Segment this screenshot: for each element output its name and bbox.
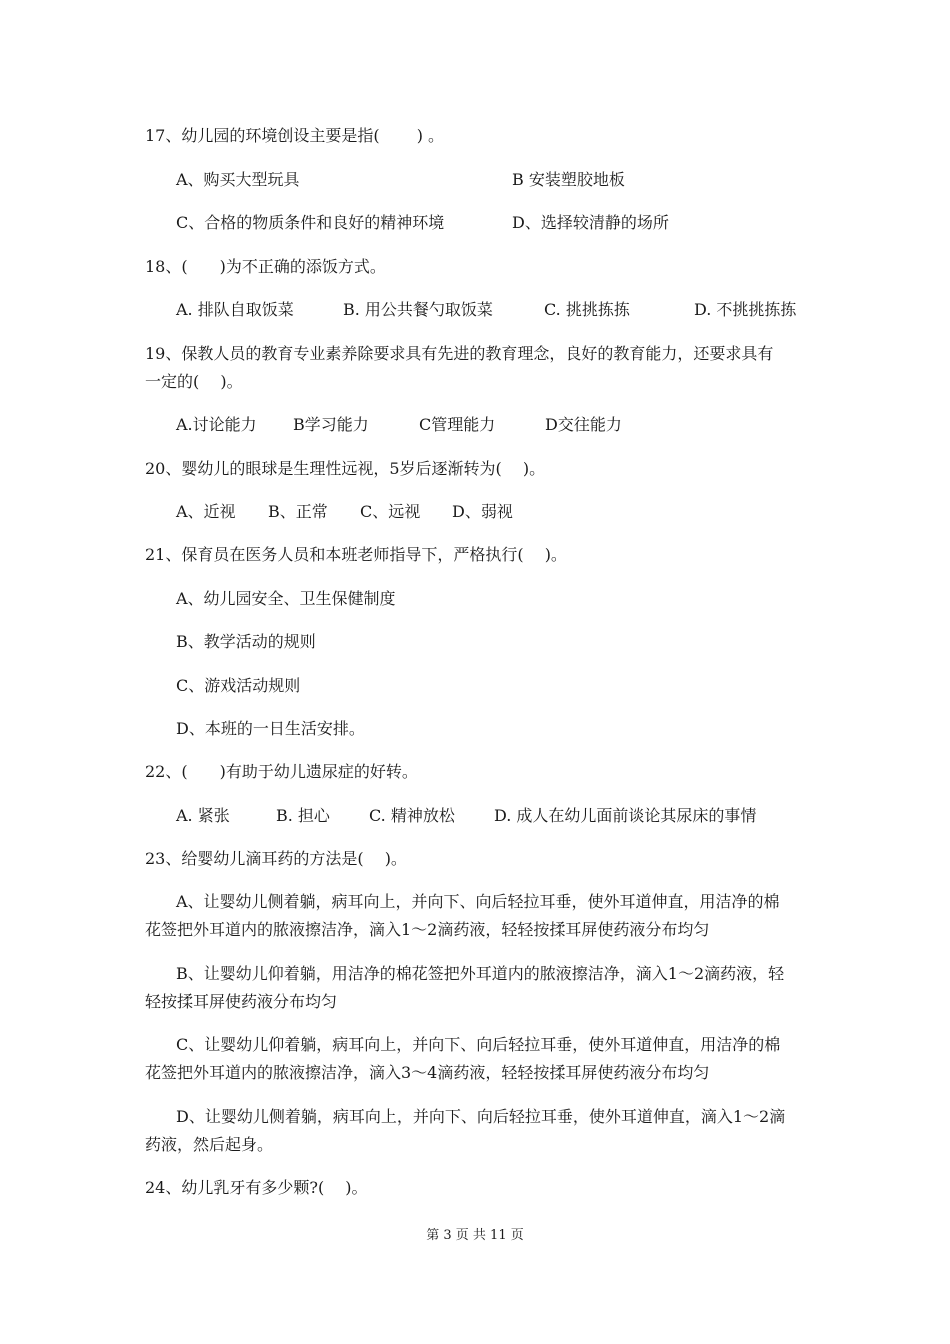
question-17-stem: 17、幼儿园的环境创设主要是指( ) 。 <box>145 126 445 145</box>
question-18-option-a: A. 排队自取饭菜 <box>176 300 294 319</box>
question-20-option-c: C、远视 <box>360 502 421 521</box>
question-23-option-c-line-1: C、让婴幼儿仰着躺，病耳向上，并向下、向后轻拉耳垂，使外耳道伸直，用洁净的棉 <box>176 1035 781 1054</box>
question-24-stem: 24、幼儿乳牙有多少颗?( )。 <box>145 1178 368 1197</box>
question-22-option-b: B. 担心 <box>276 806 330 825</box>
question-18-option-b: B. 用公共餐勺取饭菜 <box>343 300 493 319</box>
question-23-stem: 23、给婴幼儿滴耳药的方法是( )。 <box>145 849 407 868</box>
question-20-option-d: D、弱视 <box>452 502 513 521</box>
question-23-option-b-line-1: B、让婴幼儿仰着躺，用洁净的棉花签把外耳道内的脓液擦洁净，滴入1～2滴药液，轻 <box>176 964 785 983</box>
question-23-option-d-line-1: D、让婴幼儿侧着躺，病耳向上，并向下、向后轻拉耳垂，使外耳道伸直，滴入1～2滴 <box>176 1107 786 1126</box>
question-22-stem: 22、( )有助于幼儿遗尿症的好转。 <box>145 762 418 781</box>
question-19-option-c: C管理能力 <box>419 415 496 434</box>
question-23-option-c-line-2: 花签把外耳道内的脓液擦洁净，滴入3～4滴药液，轻轻按揉耳屏使药液分布均匀 <box>145 1063 710 1082</box>
question-19-option-d: D交往能力 <box>545 415 622 434</box>
question-23-option-a-line-2: 花签把外耳道内的脓液擦洁净，滴入1～2滴药液，轻轻按揉耳屏使药液分布均匀 <box>145 920 710 939</box>
question-22-option-a: A. 紧张 <box>176 806 230 825</box>
question-22-option-d: D. 成人在幼儿面前谈论其尿床的事情 <box>494 806 757 825</box>
question-19-option-a: A.讨论能力 <box>176 415 257 434</box>
question-21-option-c: C、游戏活动规则 <box>176 676 301 695</box>
question-21-option-b: B、教学活动的规则 <box>176 632 316 651</box>
question-21-stem: 21、保育员在医务人员和本班老师指导下，严格执行( )。 <box>145 545 567 564</box>
question-20-option-b: B、正常 <box>268 502 328 521</box>
question-23-option-b-line-2: 轻按揉耳屏使药液分布均匀 <box>145 992 338 1011</box>
question-20-stem: 20、婴幼儿的眼球是生理性远视，5岁后逐渐转为( )。 <box>145 459 546 478</box>
question-17-option-d: D、选择较清静的场所 <box>512 213 669 232</box>
question-19-option-b: B学习能力 <box>293 415 369 434</box>
question-21-option-d: D、本班的一日生活安排。 <box>176 719 365 738</box>
question-19-stem-line-2: 一定的( )。 <box>145 372 243 391</box>
question-20-option-a: A、近视 <box>176 502 236 521</box>
question-18-stem: 18、( )为不正确的添饭方式。 <box>145 257 386 276</box>
question-18-option-d: D. 不挑挑拣拣 <box>694 300 797 319</box>
page-number-footer: 第 3 页 共 11 页 <box>426 1228 524 1243</box>
question-17-option-a: A、购买大型玩具 <box>176 170 300 189</box>
question-18-option-c: C. 挑挑拣拣 <box>544 300 630 319</box>
question-19-stem-line-1: 19、保教人员的教育专业素养除要求具有先进的教育理念，良好的教育能力，还要求具有 <box>145 344 774 363</box>
question-23-option-a-line-1: A、让婴幼儿侧着躺，病耳向上，并向下、向后轻拉耳垂，使外耳道伸直，用洁净的棉 <box>176 892 780 911</box>
question-23-option-d-line-2: 药液，然后起身。 <box>145 1135 274 1154</box>
question-21-option-a: A、幼儿园安全、卫生保健制度 <box>176 589 396 608</box>
question-17-option-c: C、合格的物质条件和良好的精神环境 <box>176 213 445 232</box>
question-22-option-c: C. 精神放松 <box>369 806 455 825</box>
question-17-option-b: B 安装塑胶地板 <box>512 170 625 189</box>
